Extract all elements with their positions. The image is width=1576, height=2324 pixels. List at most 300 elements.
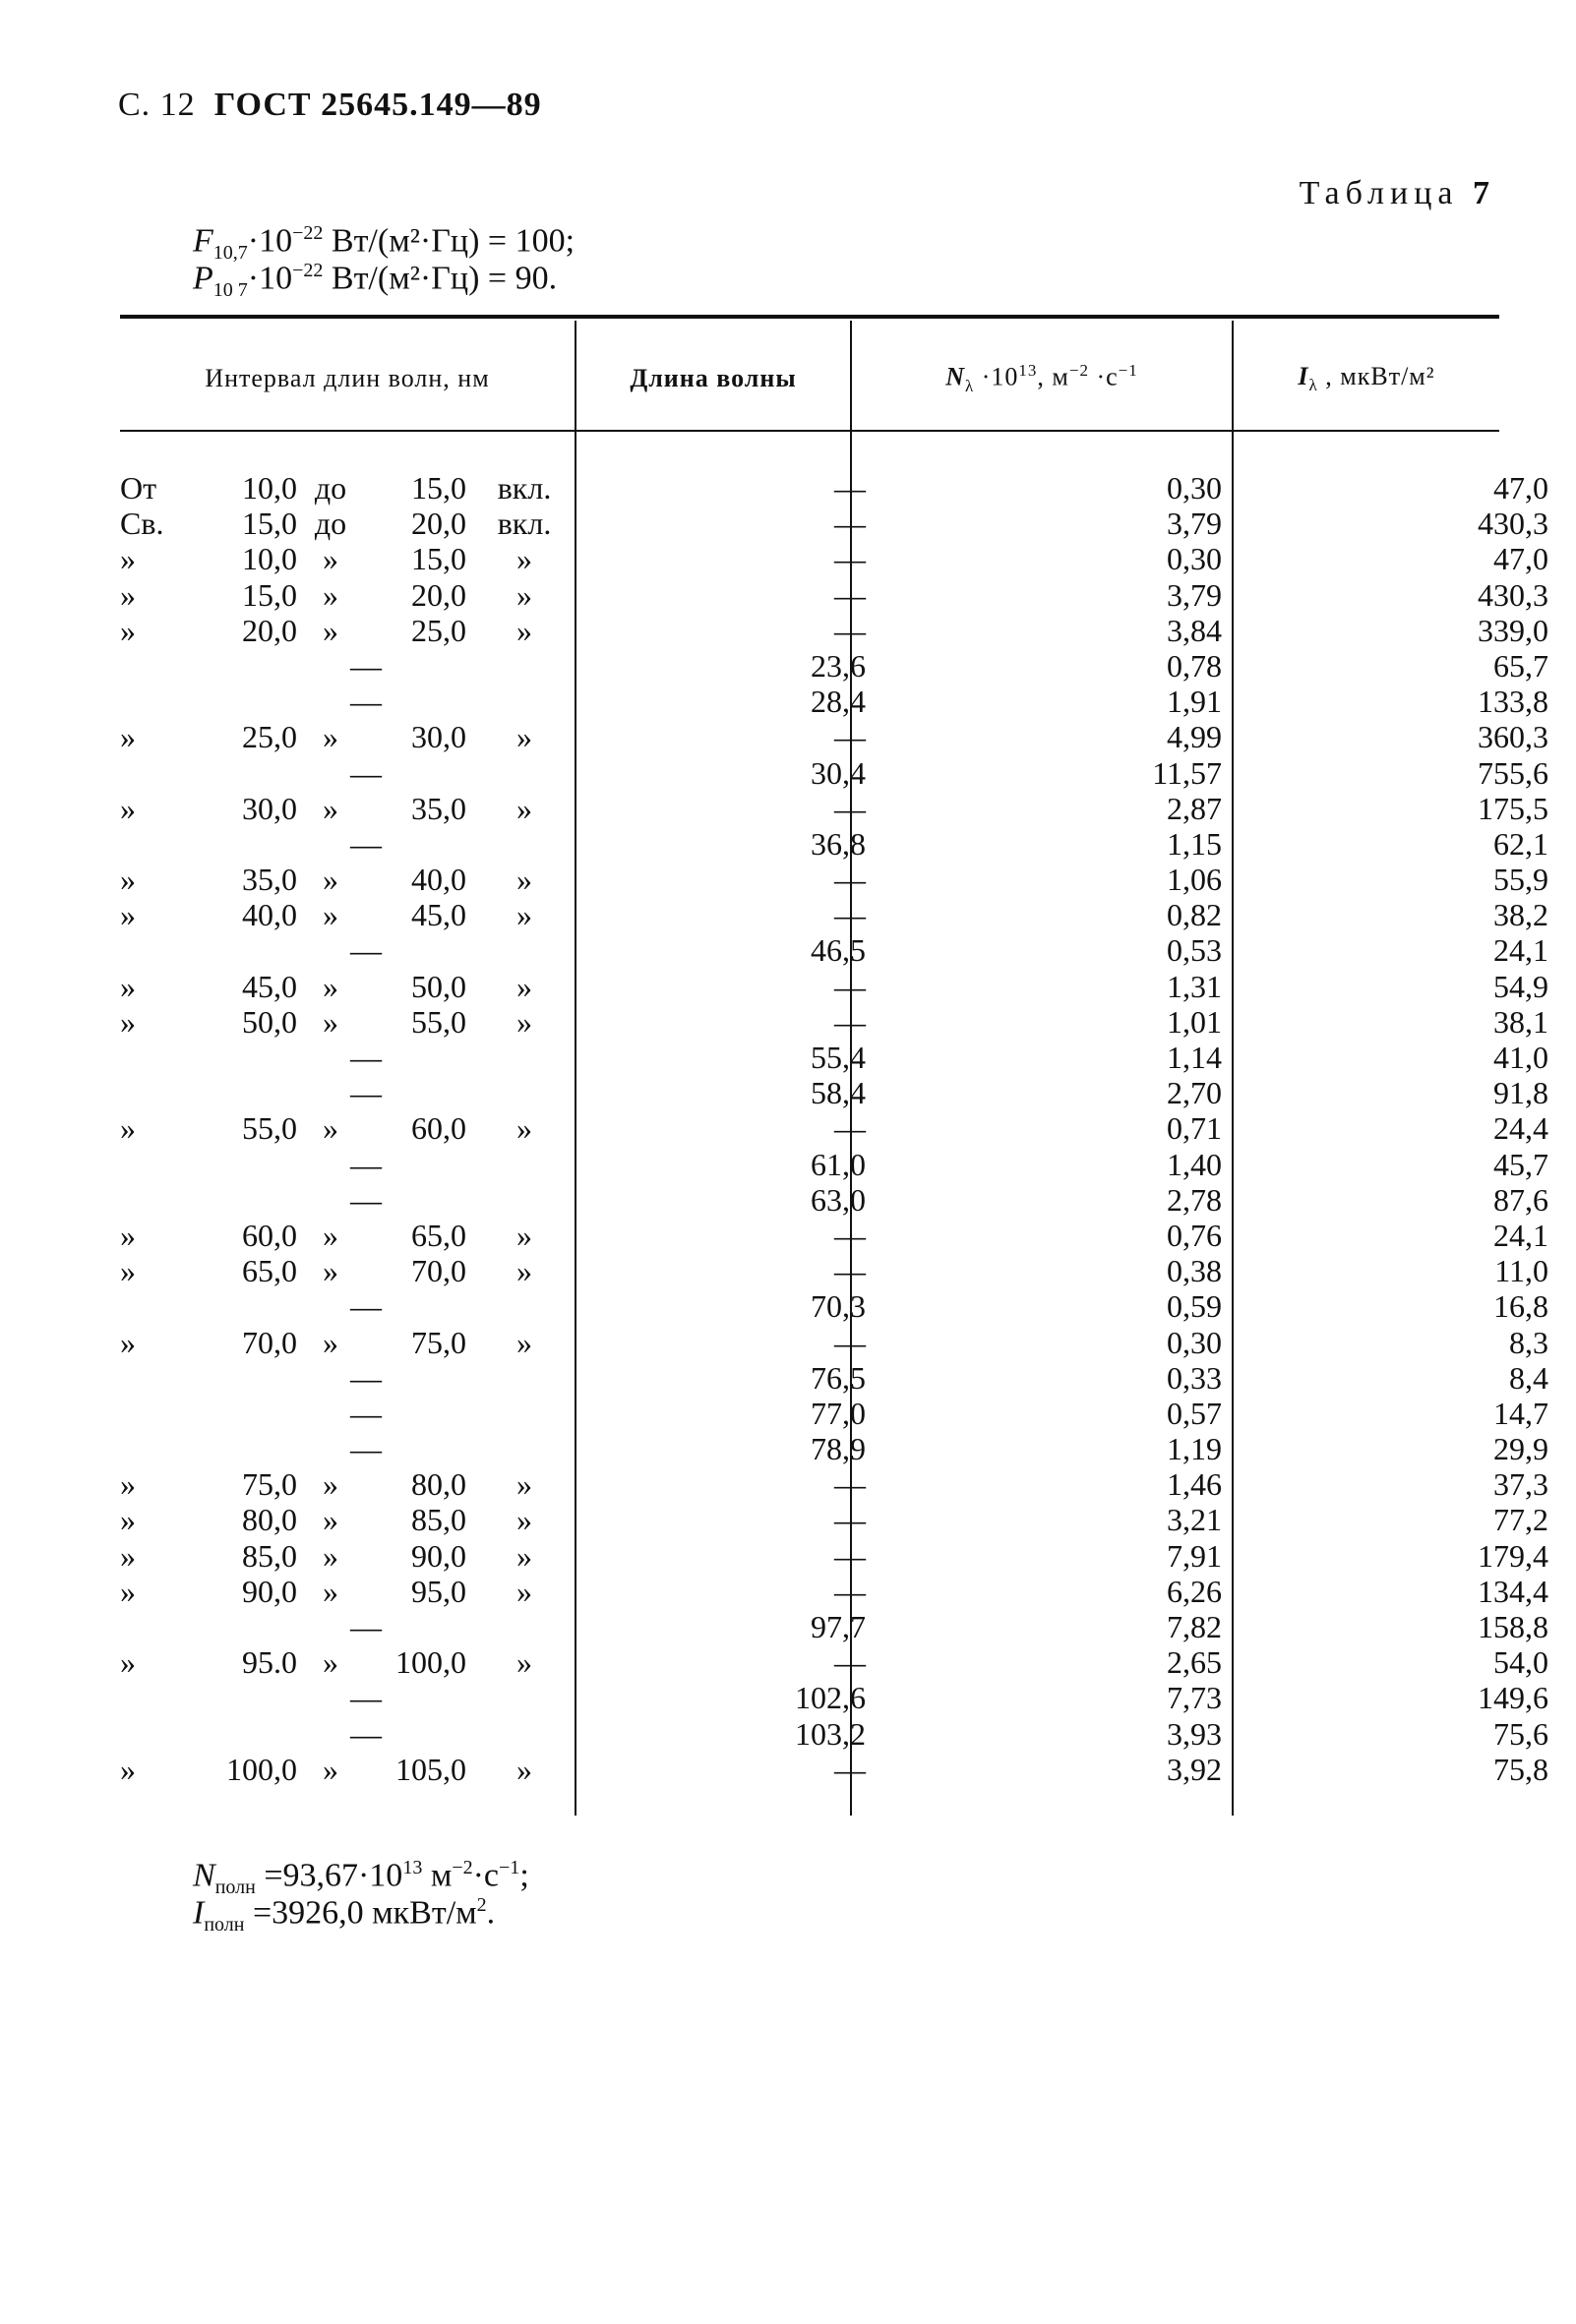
intensity-cell: 175,5 xyxy=(1478,790,1548,826)
interval-suffix: » xyxy=(516,1537,532,1574)
n-m-exponent: −2 xyxy=(1068,361,1089,381)
interval-to: 40,0 xyxy=(411,862,466,898)
interval-suffix: » xyxy=(516,968,532,1004)
wavelength-cell: 36,8 xyxy=(811,825,866,862)
column-header-photon-flux xyxy=(852,334,1232,423)
interval-separator: » xyxy=(323,897,338,933)
interval-separator: » xyxy=(323,1751,338,1787)
wavelength-cell: — xyxy=(834,1573,866,1609)
interval-dash: — xyxy=(350,932,382,969)
intensity-cell: 47,0 xyxy=(1493,541,1548,577)
table-row xyxy=(120,932,1548,969)
p-units: Вт/(м²·Гц) = 90. xyxy=(323,260,558,297)
photon-flux-cell: 1,19 xyxy=(1167,1431,1222,1467)
interval-suffix: » xyxy=(516,1644,532,1681)
interval-dash: — xyxy=(350,754,382,791)
interval-from: 15,0 xyxy=(242,506,297,542)
photon-flux-cell: 1,06 xyxy=(1167,862,1222,898)
page-number: С. 12 xyxy=(118,87,196,123)
interval-to: 100,0 xyxy=(395,1644,466,1681)
table-row xyxy=(120,1715,1548,1752)
interval-separator: » xyxy=(323,1466,338,1503)
photon-flux-cell: 3,21 xyxy=(1167,1502,1222,1538)
interval-prefix: » xyxy=(120,1253,136,1289)
interval-suffix: вкл. xyxy=(497,506,552,542)
total-n-value: =93,67·10 xyxy=(255,1857,403,1894)
wavelength-cell: — xyxy=(834,1537,866,1574)
table-body xyxy=(120,470,1548,1787)
interval-dash: — xyxy=(350,1040,382,1075)
interval-from: 15,0 xyxy=(242,576,297,613)
intensity-cell: 14,7 xyxy=(1493,1395,1548,1431)
table-row xyxy=(120,862,1548,898)
interval-dash: — xyxy=(350,1715,382,1752)
interval-to: 75,0 xyxy=(411,1324,466,1360)
interval-dash: — xyxy=(350,1075,382,1111)
intensity-cell: 45,7 xyxy=(1493,1146,1548,1182)
f-exponent: −22 xyxy=(292,222,324,244)
wavelength-cell: — xyxy=(834,1217,866,1253)
n-units: , м xyxy=(1037,362,1069,391)
table-row xyxy=(120,1680,1548,1716)
interval-separator: » xyxy=(323,862,338,898)
interval-dash: — xyxy=(350,647,382,684)
photon-flux-cell: 1,14 xyxy=(1167,1040,1222,1075)
photon-flux-cell: 3,92 xyxy=(1167,1751,1222,1787)
interval-from: 55,0 xyxy=(242,1110,297,1147)
interval-separator: » xyxy=(323,1217,338,1253)
interval-from: 45,0 xyxy=(242,968,297,1004)
interval-suffix: » xyxy=(516,1003,532,1040)
interval-separator: » xyxy=(323,1110,338,1147)
table-row xyxy=(120,684,1548,720)
intensity-cell: 54,0 xyxy=(1493,1644,1548,1681)
table-label xyxy=(1300,175,1489,212)
intensity-cell: 8,3 xyxy=(1509,1324,1548,1360)
interval-separator: » xyxy=(323,1644,338,1681)
table-row xyxy=(120,1751,1548,1787)
interval-from: 80,0 xyxy=(242,1502,297,1538)
table-top-rule xyxy=(120,315,1499,319)
photon-flux-cell: 0,30 xyxy=(1167,1324,1222,1360)
wavelength-cell: 76,5 xyxy=(811,1359,866,1396)
photon-flux-cell: 0,59 xyxy=(1167,1288,1222,1325)
intensity-cell: 149,6 xyxy=(1478,1680,1548,1716)
table-row xyxy=(120,1253,1548,1289)
wavelength-cell: 102,6 xyxy=(795,1680,866,1716)
wavelength-cell: 28,4 xyxy=(811,684,866,720)
interval-suffix: вкл. xyxy=(497,470,552,506)
intensity-cell: 360,3 xyxy=(1478,719,1548,755)
total-intensity xyxy=(193,1886,495,1943)
interval-to: 85,0 xyxy=(411,1502,466,1538)
interval-suffix: » xyxy=(516,862,532,898)
interval-prefix: » xyxy=(120,1217,136,1253)
photon-flux-cell: 0,38 xyxy=(1167,1253,1222,1289)
intensity-cell: 8,4 xyxy=(1509,1359,1548,1396)
table-row xyxy=(120,968,1548,1004)
interval-prefix: » xyxy=(120,541,136,577)
photon-flux-cell: 0,78 xyxy=(1167,647,1222,684)
intensity-cell: 430,3 xyxy=(1478,506,1548,542)
total-i-exponent: 2 xyxy=(476,1894,487,1916)
photon-flux-cell: 0,33 xyxy=(1167,1359,1222,1396)
photon-flux-cell: 0,30 xyxy=(1167,470,1222,506)
interval-dash: — xyxy=(350,1288,382,1325)
p-symbol: P xyxy=(193,260,213,297)
intensity-cell: 54,9 xyxy=(1493,968,1548,1004)
wavelength-cell: 58,4 xyxy=(811,1075,866,1111)
interval-from: 25,0 xyxy=(242,719,297,755)
interval-dash: — xyxy=(350,825,382,862)
intensity-cell: 65,7 xyxy=(1493,647,1548,684)
interval-dash: — xyxy=(350,1680,382,1716)
interval-to: 65,0 xyxy=(411,1217,466,1253)
i-units: , мкВт/м² xyxy=(1317,361,1435,390)
intensity-cell: 133,8 xyxy=(1478,684,1548,720)
photon-flux-cell: 2,70 xyxy=(1167,1075,1222,1111)
wavelength-cell: — xyxy=(834,1110,866,1147)
intensity-cell: 62,1 xyxy=(1493,825,1548,862)
interval-suffix: » xyxy=(516,541,532,577)
intensity-cell: 24,1 xyxy=(1493,1217,1548,1253)
interval-separator: » xyxy=(323,790,338,826)
table-row xyxy=(120,1217,1548,1253)
interval-to: 55,0 xyxy=(411,1003,466,1040)
table-row xyxy=(120,790,1548,826)
table-row xyxy=(120,1324,1548,1360)
wavelength-cell: — xyxy=(834,719,866,755)
interval-to: 80,0 xyxy=(411,1466,466,1503)
interval-prefix: » xyxy=(120,1573,136,1609)
total-i-end: . xyxy=(486,1894,496,1932)
interval-suffix: » xyxy=(516,1751,532,1787)
table-row xyxy=(120,576,1548,613)
intensity-cell: 755,6 xyxy=(1478,754,1548,791)
wavelength-cell: — xyxy=(834,1324,866,1360)
interval-from: 40,0 xyxy=(242,897,297,933)
column-header-intensity xyxy=(1234,334,1499,423)
photon-flux-cell: 2,87 xyxy=(1167,790,1222,826)
wavelength-cell: 46,5 xyxy=(811,932,866,969)
interval-separator: » xyxy=(323,719,338,755)
wavelength-cell: — xyxy=(834,897,866,933)
table-row xyxy=(120,825,1548,862)
photon-flux-cell: 4,99 xyxy=(1167,719,1222,755)
interval-prefix: » xyxy=(120,612,136,648)
interval-to: 20,0 xyxy=(411,576,466,613)
interval-to: 105,0 xyxy=(395,1751,466,1787)
interval-suffix: » xyxy=(516,1110,532,1147)
photon-flux-cell: 3,84 xyxy=(1167,612,1222,648)
interval-to: 95,0 xyxy=(411,1573,466,1609)
intensity-cell: 37,3 xyxy=(1493,1466,1548,1503)
photon-flux-cell: 0,53 xyxy=(1167,932,1222,969)
wavelength-cell: 61,0 xyxy=(811,1146,866,1182)
interval-suffix: » xyxy=(516,790,532,826)
table-row xyxy=(120,612,1548,648)
total-n-end: ; xyxy=(519,1857,529,1894)
intensity-cell: 55,9 xyxy=(1493,862,1548,898)
document-code: ГОСТ 25645.149—89 xyxy=(213,87,542,123)
interval-suffix: » xyxy=(516,1324,532,1360)
wavelength-cell: 78,9 xyxy=(811,1431,866,1467)
interval-prefix: » xyxy=(120,719,136,755)
interval-from: 95.0 xyxy=(242,1644,297,1681)
interval-from: 75,0 xyxy=(242,1466,297,1503)
photon-flux-cell: 3,79 xyxy=(1167,576,1222,613)
interval-from: 100,0 xyxy=(226,1751,297,1787)
interval-to: 30,0 xyxy=(411,719,466,755)
photon-flux-cell: 1,31 xyxy=(1167,968,1222,1004)
f-expression: ·10 xyxy=(247,222,293,260)
photon-flux-cell: 3,79 xyxy=(1167,506,1222,542)
wavelength-cell: — xyxy=(834,1751,866,1787)
interval-to: 90,0 xyxy=(411,1537,466,1574)
interval-suffix: » xyxy=(516,612,532,648)
table-row xyxy=(120,1609,1548,1644)
interval-dash: — xyxy=(350,1395,382,1431)
f-subscript: 10,7 xyxy=(212,242,248,265)
n-factor: ·10 xyxy=(974,362,1019,391)
intensity-cell: 75,8 xyxy=(1493,1751,1548,1787)
table-row xyxy=(120,1466,1548,1503)
wavelength-cell: — xyxy=(834,1003,866,1040)
photon-flux-cell: 6,26 xyxy=(1167,1573,1222,1609)
interval-separator: » xyxy=(323,576,338,613)
wavelength-cell: — xyxy=(834,1644,866,1681)
interval-separator: » xyxy=(323,1502,338,1538)
table-row xyxy=(120,1110,1548,1147)
table-row xyxy=(120,1644,1548,1681)
intensity-cell: 47,0 xyxy=(1493,470,1548,506)
interval-prefix: » xyxy=(120,1110,136,1147)
wavelength-cell: 63,0 xyxy=(811,1181,866,1218)
photon-flux-cell: 0,76 xyxy=(1167,1217,1222,1253)
photon-flux-cell: 1,40 xyxy=(1167,1146,1222,1182)
interval-from: 10,0 xyxy=(242,470,297,506)
n-seconds: ·с xyxy=(1088,362,1119,391)
total-n-exponent: 13 xyxy=(402,1857,423,1878)
photon-flux-cell: 2,78 xyxy=(1167,1181,1222,1218)
photon-flux-cell: 7,91 xyxy=(1167,1537,1222,1574)
intensity-cell: 38,2 xyxy=(1493,897,1548,933)
table-row xyxy=(120,1040,1548,1075)
total-n-symbol: N xyxy=(193,1857,215,1894)
intensity-cell: 77,2 xyxy=(1493,1502,1548,1538)
interval-to: 60,0 xyxy=(411,1110,466,1147)
intensity-cell: 179,4 xyxy=(1478,1537,1548,1574)
table-row xyxy=(120,1537,1548,1574)
wavelength-cell: — xyxy=(834,506,866,542)
photon-flux-cell: 7,73 xyxy=(1167,1680,1222,1716)
table-row xyxy=(120,1359,1548,1396)
interval-from: 20,0 xyxy=(242,612,297,648)
interval-dash: — xyxy=(350,1609,382,1644)
total-n-m-exponent: −2 xyxy=(452,1857,473,1878)
total-n-seconds: ·с xyxy=(472,1857,500,1894)
interval-separator: » xyxy=(323,541,338,577)
interval-from: 60,0 xyxy=(242,1217,297,1253)
interval-prefix: » xyxy=(120,1537,136,1574)
photon-flux-cell: 3,93 xyxy=(1167,1715,1222,1752)
table-label-word: Таблица xyxy=(1299,175,1459,211)
table-row xyxy=(120,1395,1548,1431)
interval-to: 50,0 xyxy=(411,968,466,1004)
f-symbol: F xyxy=(193,222,213,260)
table-row xyxy=(120,897,1548,933)
wavelength-cell: 103,2 xyxy=(795,1715,866,1752)
photon-flux-cell: 1,15 xyxy=(1167,825,1222,862)
interval-suffix: » xyxy=(516,1217,532,1253)
column-header-wavelength: Длина волны xyxy=(630,364,797,392)
interval-from: 10,0 xyxy=(242,541,297,577)
intensity-cell: 339,0 xyxy=(1478,612,1548,648)
photon-flux-cell: 7,82 xyxy=(1167,1609,1222,1644)
interval-dash: — xyxy=(350,1431,382,1467)
wavelength-cell: 77,0 xyxy=(811,1395,866,1431)
intensity-cell: 134,4 xyxy=(1478,1573,1548,1609)
table-row xyxy=(120,1075,1548,1111)
interval-from: 70,0 xyxy=(242,1324,297,1360)
wavelength-cell: — xyxy=(834,612,866,648)
photon-flux-cell: 0,57 xyxy=(1167,1395,1222,1431)
n-s-exponent: −1 xyxy=(1118,361,1138,381)
photon-flux-cell: 1,91 xyxy=(1167,684,1222,720)
interval-prefix: » xyxy=(120,1751,136,1787)
wavelength-cell: — xyxy=(834,862,866,898)
interval-suffix: » xyxy=(516,1466,532,1503)
intensity-cell: 158,8 xyxy=(1478,1609,1548,1644)
interval-separator: » xyxy=(323,612,338,648)
interval-from: 90,0 xyxy=(242,1573,297,1609)
intensity-cell: 87,6 xyxy=(1493,1181,1548,1218)
interval-prefix: От xyxy=(120,470,157,506)
intensity-cell: 91,8 xyxy=(1493,1075,1548,1111)
total-i-value: =3926,0 мкВт/м xyxy=(244,1894,477,1932)
table-row xyxy=(120,754,1548,791)
intensity-cell: 430,3 xyxy=(1478,576,1548,613)
interval-suffix: » xyxy=(516,1502,532,1538)
interval-from: 30,0 xyxy=(242,790,297,826)
table-row xyxy=(120,1146,1548,1182)
table-row xyxy=(120,1573,1548,1609)
photon-flux-cell: 0,71 xyxy=(1167,1110,1222,1147)
total-n-s-exponent: −1 xyxy=(499,1857,520,1878)
interval-separator: » xyxy=(323,968,338,1004)
intensity-cell: 75,6 xyxy=(1493,1715,1548,1752)
interval-from: 85,0 xyxy=(242,1537,297,1574)
table-header-rule xyxy=(120,430,1499,432)
wavelength-cell: — xyxy=(834,790,866,826)
table-row xyxy=(120,541,1548,577)
interval-prefix: » xyxy=(120,1466,136,1503)
interval-prefix: » xyxy=(120,968,136,1004)
table-row xyxy=(120,719,1548,755)
wavelength-cell: 30,4 xyxy=(811,754,866,791)
interval-prefix: Св. xyxy=(120,506,164,542)
intensity-cell: 11,0 xyxy=(1494,1253,1548,1289)
interval-prefix: » xyxy=(120,790,136,826)
total-i-symbol: I xyxy=(193,1894,205,1932)
n-factor-exponent: 13 xyxy=(1018,361,1038,381)
interval-prefix: » xyxy=(120,1324,136,1360)
page-header xyxy=(118,87,542,124)
i-subscript: λ xyxy=(1308,376,1318,395)
total-n-subscript: полн xyxy=(214,1877,256,1899)
intensity-cell: 38,1 xyxy=(1493,1003,1548,1040)
interval-suffix: » xyxy=(516,719,532,755)
interval-suffix: » xyxy=(516,1573,532,1609)
wavelength-cell: — xyxy=(834,576,866,613)
interval-separator: » xyxy=(323,1253,338,1289)
total-i-subscript: полн xyxy=(204,1914,245,1937)
photon-flux-cell: 2,65 xyxy=(1167,1644,1222,1681)
interval-prefix: » xyxy=(120,862,136,898)
wavelength-cell: — xyxy=(834,1502,866,1538)
table-row xyxy=(120,1502,1548,1538)
p-expression: ·10 xyxy=(247,260,293,297)
table-label-number: 7 xyxy=(1473,175,1489,211)
interval-from: 65,0 xyxy=(242,1253,297,1289)
i-symbol: I xyxy=(1298,361,1309,390)
interval-prefix: » xyxy=(120,897,136,933)
interval-to: 25,0 xyxy=(411,612,466,648)
interval-prefix: » xyxy=(120,1502,136,1538)
interval-prefix: » xyxy=(120,576,136,613)
intensity-cell: 29,9 xyxy=(1493,1431,1548,1467)
interval-separator: » xyxy=(323,1003,338,1040)
interval-suffix: » xyxy=(516,1253,532,1289)
n-symbol: N xyxy=(945,362,965,391)
intensity-cell: 41,0 xyxy=(1493,1040,1548,1075)
wavelength-cell: 55,4 xyxy=(811,1040,866,1075)
interval-from: 50,0 xyxy=(242,1003,297,1040)
table-row xyxy=(120,506,1548,542)
interval-dash: — xyxy=(350,1181,382,1218)
photon-flux-cell: 1,46 xyxy=(1167,1466,1222,1503)
intensity-cell: 24,1 xyxy=(1493,932,1548,969)
interval-to: 70,0 xyxy=(411,1253,466,1289)
p-subscript: 10 7 xyxy=(212,279,248,302)
interval-separator: до xyxy=(314,470,347,506)
interval-to: 15,0 xyxy=(411,470,466,506)
wavelength-cell: 97,7 xyxy=(811,1609,866,1644)
interval-to: 35,0 xyxy=(411,790,466,826)
table-row xyxy=(120,470,1548,506)
interval-separator: » xyxy=(323,1324,338,1360)
interval-to: 20,0 xyxy=(411,506,466,542)
interval-to: 15,0 xyxy=(411,541,466,577)
interval-separator: до xyxy=(314,506,347,542)
photon-flux-cell: 1,01 xyxy=(1167,1003,1222,1040)
flux-p107-line xyxy=(193,252,557,309)
column-header-interval: Интервал длин волн, нм xyxy=(205,364,490,392)
wavelength-cell: — xyxy=(834,470,866,506)
intensity-cell: 24,4 xyxy=(1493,1110,1548,1147)
f-units: Вт/(м²·Гц) = 100; xyxy=(323,222,576,260)
wavelength-cell: 23,6 xyxy=(811,647,866,684)
photon-flux-cell: 0,30 xyxy=(1167,541,1222,577)
interval-separator: » xyxy=(323,1573,338,1609)
interval-to: 45,0 xyxy=(411,897,466,933)
interval-dash: — xyxy=(350,684,382,720)
wavelength-cell: 70,3 xyxy=(811,1288,866,1325)
interval-prefix: » xyxy=(120,1003,136,1040)
n-subscript: λ xyxy=(965,376,975,395)
table-row xyxy=(120,1003,1548,1040)
interval-dash: — xyxy=(350,1359,382,1396)
